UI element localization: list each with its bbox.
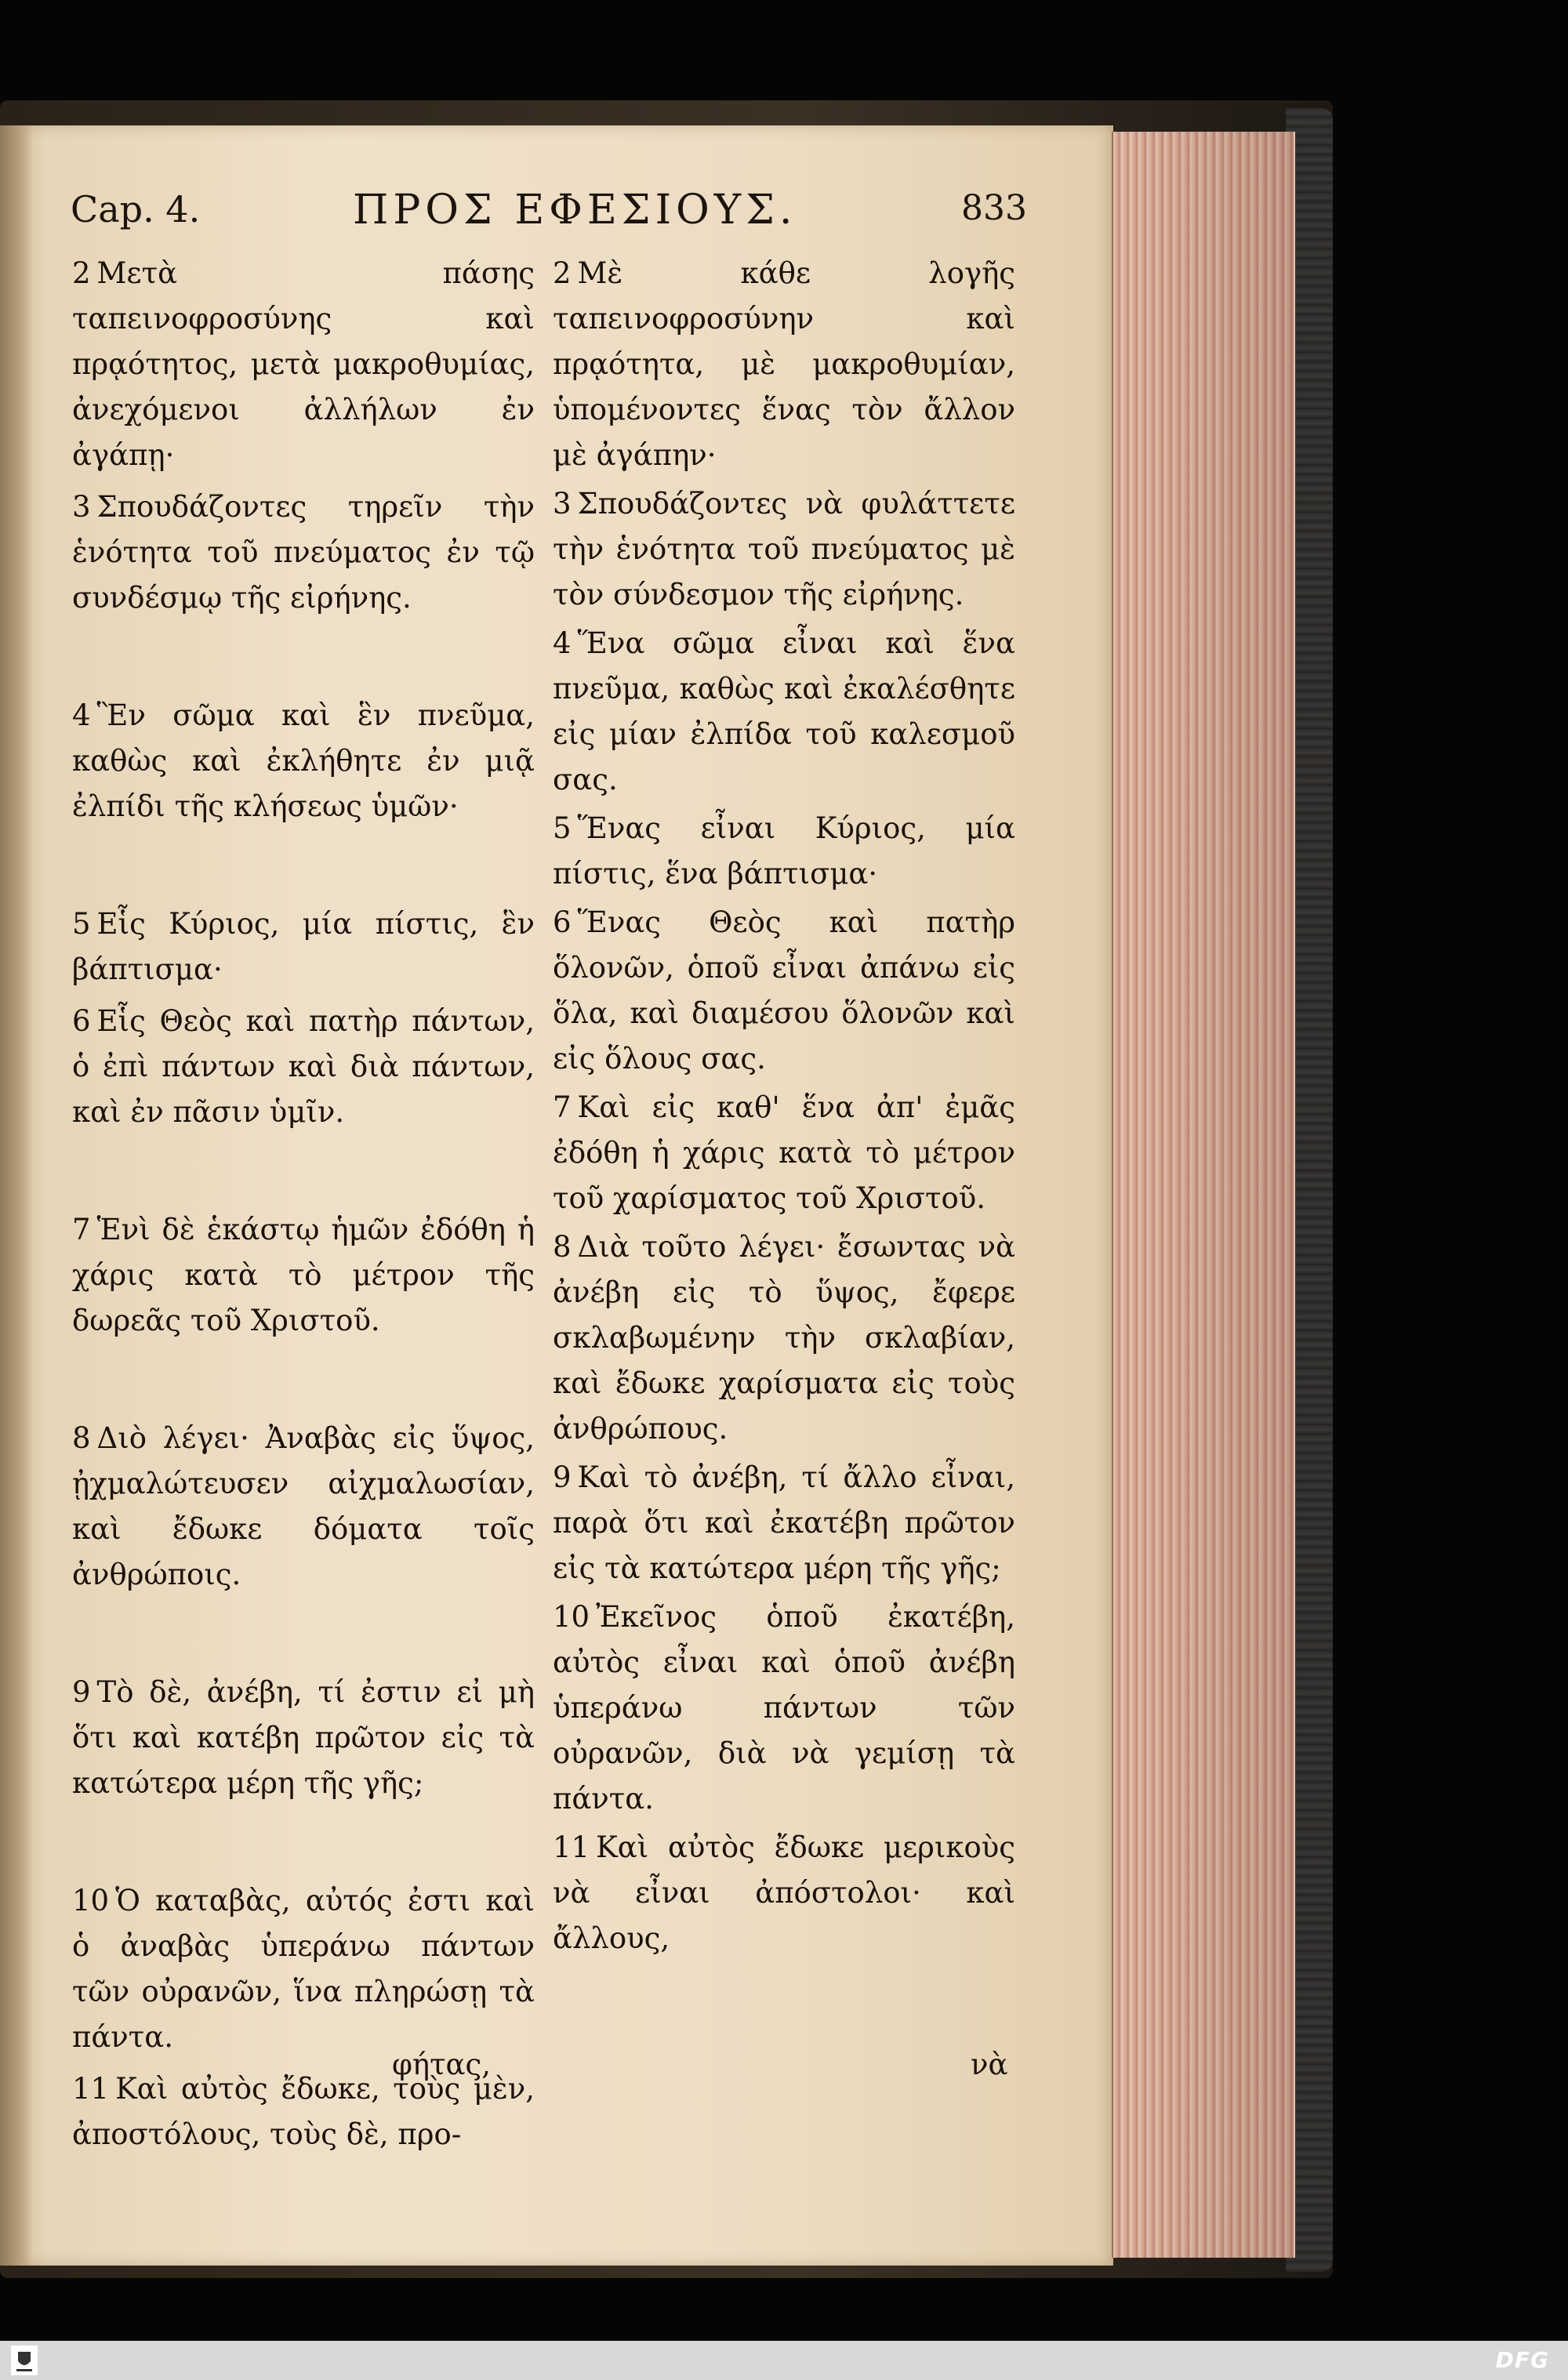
verse: 4 Ἓν σῶμα καὶ ἓν πνεῦμα, καθὼς καὶ ἐκλήθητε ἐν μιᾷ ἐλπίδι τῆς κλήσεως ὑμῶν· <box>72 698 535 823</box>
catchword-left: φήτας, <box>392 2048 492 2081</box>
running-header <box>71 188 1027 243</box>
verse: 7 Ἑνὶ δὲ ἑκάστῳ ἡμῶν ἐδόθη ἡ χάρις κατὰ τὸ μέτρον τῆς δωρεᾶς τοῦ Χριστοῦ. <box>72 1213 535 1337</box>
verse: 3 Σπουδάζοντες νὰ φυλάττετε τὴν ἑνότητα τοῦ πνεύματος μὲ τὸν σύνδεσμον τῆς εἰρήνης. <box>553 487 1015 611</box>
verse: 8 Διὰ τοῦτο λέγει· ἔσωντας νὰ ἀνέβη εἰς τὸ ὕψος, ἔφερε σκλαβωμένην τὴν σκλαβίαν, καὶ ἔδωκε χαρίσματα εἰς τοὺς ἀνθρώπους. <box>553 1230 1015 1446</box>
page-number: 833 <box>961 188 1027 228</box>
verse: 11 Καὶ αὐτὸς ἔδωκε μερικοὺς νὰ εἶναι ἀπόστολοι· καὶ ἄλλους, <box>553 1830 1015 1955</box>
greek-vernacular-column <box>553 251 1015 2070</box>
page-edges-shade <box>1112 132 1294 2258</box>
verse: 8 Διὸ λέγει· Ἀναβὰς εἰς ὕψος, ᾐχμαλώτευσεν αἰχμαλωσίαν, καὶ ἔδωκε δόματα τοῖς ἀνθρώποις. <box>72 1421 535 1591</box>
verse: 5 Εἷς Κύριος, μία πίστις, ἓν βάπτισμα· <box>72 907 535 986</box>
verse: 3 Σπουδάζοντες τηρεῖν τὴν ἑνότητα τοῦ πνεύματος ἐν τῷ συνδέσμῳ τῆς εἰρήνης. <box>72 490 535 615</box>
verse: 6 Εἷς Θεὸς καὶ πατὴρ πάντων, ὁ ἐπὶ πάντων καὶ διὰ πάντων, καὶ ἐν πᾶσιν ὑμῖν. <box>72 1004 535 1129</box>
viewer-footer <box>0 2341 1568 2380</box>
catchword-right: νὰ <box>971 2048 1008 2081</box>
library-crest-icon <box>11 2346 38 2375</box>
verse: 5 Ἕνας εἶναι Κύριος, μία πίστις, ἕνα βάπτισμα· <box>553 811 1015 891</box>
verse: 7 Καὶ εἰς καθ' ἕνα ἀπ' ἐμᾶς ἐδόθη ἡ χάρις κατὰ τὸ μέτρον τοῦ χαρίσματος τοῦ Χριστοῦ. <box>553 1090 1015 1215</box>
verse: 6 Ἕνας Θεὸς καὶ πατὴρ ὅλονῶν, ὁποῦ εἶναι ἀπάνω εἰς ὅλα, καὶ διαμέσου ὅλονῶν καὶ εἰς ὅλους σας. <box>553 905 1015 1076</box>
verse: 11 Καὶ αὐτὸς ἔδωκε, τοὺς μὲν, ἀποστόλους, τοὺς δὲ, προ- <box>72 2072 535 2151</box>
verse: 10 Ἐκεῖνος ὁποῦ ἐκατέβη, αὐτὸς εἶναι καὶ ὁποῦ ἀνέβη ὑπεράνω πάντων τῶν οὐρανῶν, διὰ νὰ γεμίσῃ τὰ πάντα. <box>553 1600 1015 1816</box>
verse: 10 Ὁ καταβὰς, αὐτός ἐστι καὶ ὁ ἀναβὰς ὑπεράνω πάντων τῶν οὐρανῶν, ἵνα πληρώσῃ τὰ πάντα. <box>72 1884 535 2054</box>
brand-logo: DFG <box>1495 2347 1549 2373</box>
verse: 9 Τὸ δὲ, ἀνέβη, τί ἐστιν εἰ μὴ ὅτι καὶ κατέβη πρῶτον εἰς τὰ κατώτερα μέρη τῆς γῆς; <box>72 1675 535 1800</box>
verse: 2 Μὲ κάθε λογῆς ταπεινοφροσύνην καὶ πρᾳότητα, μὲ μακροθυμίαν, ὑπομένοντες ἕνας τὸν ἄλλον μὲ ἀγάπην· <box>553 256 1015 472</box>
page-gutter <box>0 125 33 2266</box>
greek-ancient-column <box>72 251 535 2151</box>
verse: 4 Ἕνα σῶμα εἶναι καὶ ἕνα πνεῦμα, καθὼς καὶ ἐκαλέσθητε εἰς μίαν ἐλπίδα τοῦ καλεσμοῦ σας. <box>553 626 1015 796</box>
verse: 2 Μετὰ πάσης ταπεινοφροσύνης καὶ πρᾳότητος, μετὰ μακροθυμίας, ἀνεχόμενοι ἀλλήλων ἐν ἀγάπῃ· <box>72 256 535 472</box>
chapter-label: Cap. 4. <box>71 188 201 230</box>
running-title: ΠΡΟΣ ΕΦΕΣΙΟΥΣ. <box>353 187 797 234</box>
verse: 9 Καὶ τὸ ἀνέβη, τί ἄλλο εἶναι, παρὰ ὅτι καὶ ἐκατέβη πρῶτον εἰς τὰ κατώτερα μέρη τῆς γῆς; <box>553 1460 1015 1585</box>
